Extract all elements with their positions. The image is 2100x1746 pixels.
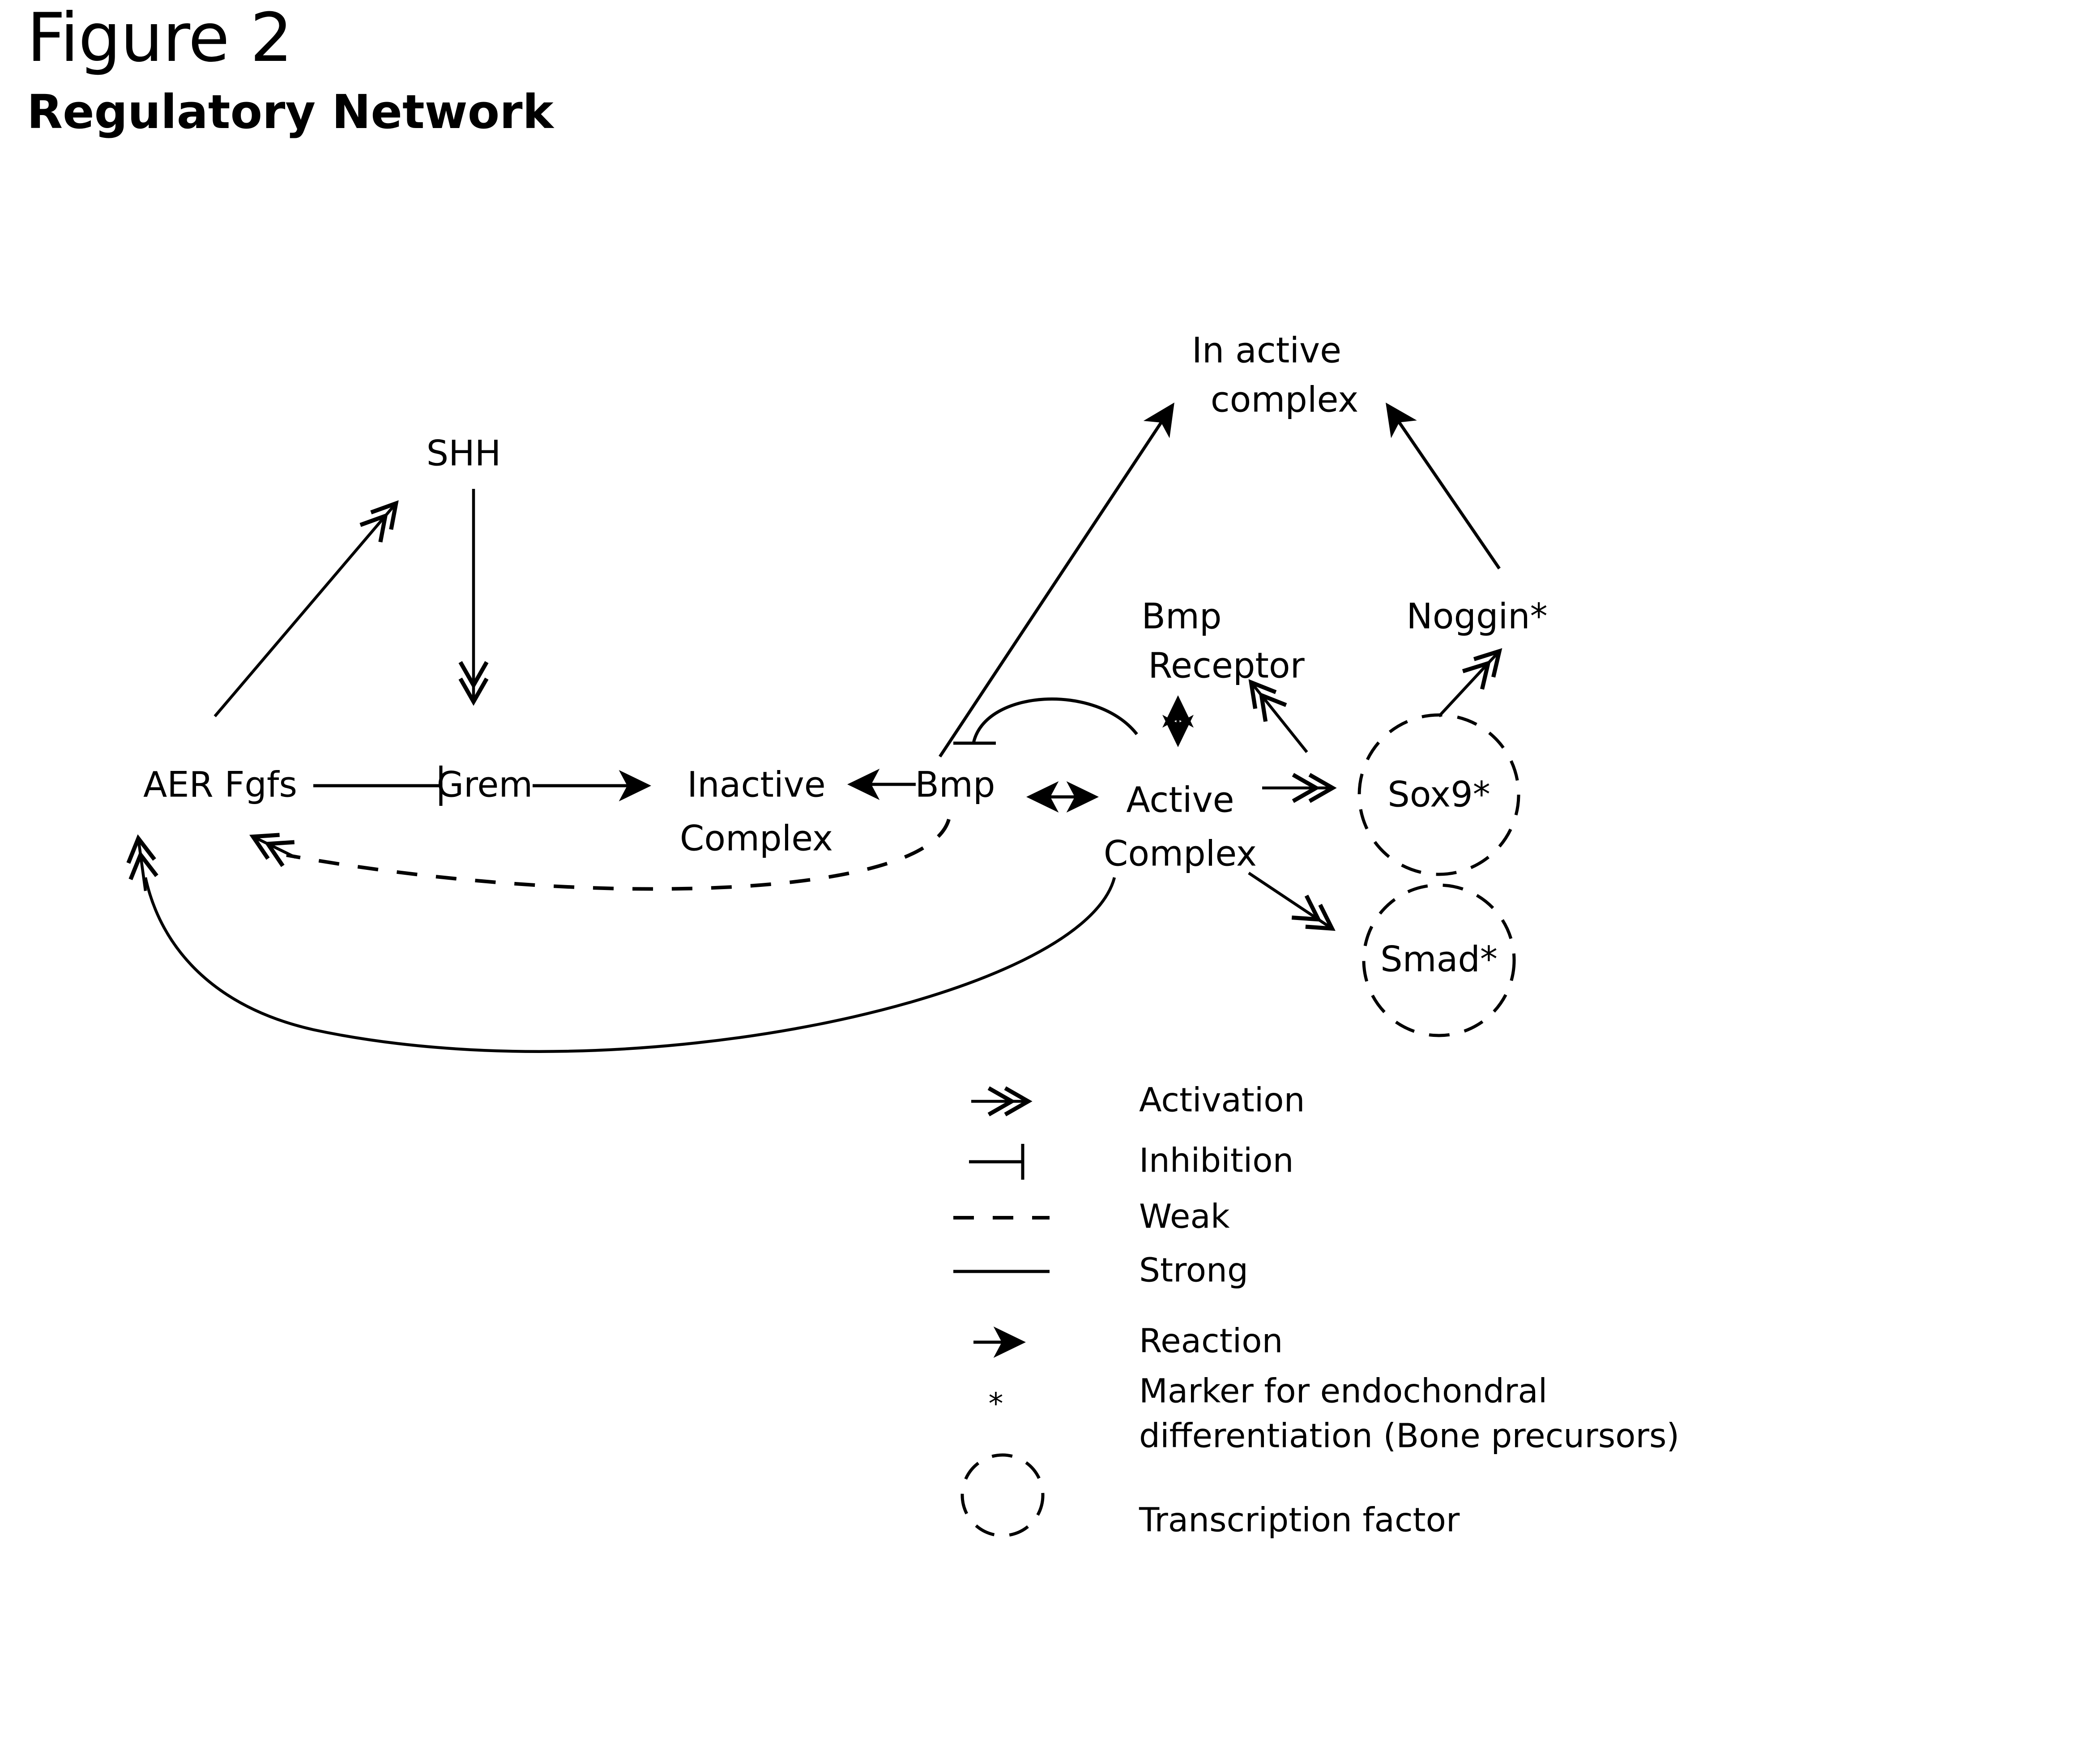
node-active-complex-line2: Complex	[1103, 834, 1257, 874]
legend	[953, 1081, 1679, 1540]
edge-bmp-to-in-active-complex	[940, 405, 1173, 757]
node-active-complex-line1: Active	[1126, 780, 1234, 821]
legend-symbol-asterisk-icon: *	[988, 1387, 1003, 1421]
node-in-active-complex-line2: complex	[1210, 380, 1359, 420]
edge-strong-feedback-to-aer-fgfs	[145, 877, 1114, 1052]
legend-symbol-dashed-circle-icon	[962, 1455, 1043, 1536]
edge-noggin-to-in-active-complex	[1387, 405, 1499, 569]
legend-label-transcription-factor: Transcription factor	[1139, 1501, 1460, 1540]
legend-label-inhibition: Inhibition	[1139, 1141, 1294, 1180]
edge-weak-feedback-arrowhead	[256, 838, 295, 857]
figure-subtitle: Regulatory Network	[27, 85, 554, 139]
edge-bmp-self-inhibition-arc	[973, 699, 1137, 743]
legend-label-weak: Weak	[1139, 1197, 1230, 1236]
legend-item-weak	[953, 1198, 1230, 1236]
node-bmp: Bmp	[915, 765, 995, 805]
legend-label-marker-line2: differentiation (Bone precursors)	[1139, 1416, 1680, 1455]
edge-weak-feedback-to-grem	[286, 819, 949, 889]
legend-label-marker-line1: Marker for endochondral	[1139, 1372, 1548, 1411]
edge-activates-bmp-receptor	[1253, 685, 1307, 752]
node-sox9: Sox9*	[1387, 775, 1490, 815]
node-bmp-receptor-line2: Receptor	[1148, 646, 1305, 686]
node-in-active-complex-line1: In active	[1191, 330, 1342, 371]
legend-label-activation: Activation	[1139, 1081, 1305, 1120]
node-aer-fgfs: AER Fgfs	[143, 765, 298, 805]
legend-item-strong	[953, 1251, 1248, 1290]
edge-active-complex-activates-smad	[1249, 873, 1329, 927]
node-inactive-complex-line1: Inactive	[687, 765, 826, 805]
legend-label-strong: Strong	[1139, 1251, 1248, 1290]
edge-to-shh-activation	[215, 506, 394, 716]
legend-item-activation	[971, 1081, 1305, 1120]
node-bmp-receptor-line1: Bmp	[1141, 596, 1222, 637]
legend-item-inhibition	[969, 1142, 1293, 1180]
node-grem: Grem	[436, 765, 533, 805]
node-inactive-complex-line2: Complex	[679, 818, 833, 859]
edge-sox9-activates-noggin	[1439, 654, 1497, 716]
legend-item-reaction	[973, 1322, 1283, 1361]
node-shh: SHH	[426, 433, 501, 474]
legend-label-reaction: Reaction	[1139, 1322, 1283, 1361]
node-smad: Smad*	[1380, 939, 1498, 980]
node-noggin: Noggin*	[1406, 596, 1548, 637]
figure-title: Figure 2	[27, 0, 293, 77]
legend-item-transcription-factor	[962, 1455, 1460, 1540]
legend-item-marker	[989, 1372, 1680, 1455]
edge-strong-feedback-arrowhead	[139, 842, 145, 891]
